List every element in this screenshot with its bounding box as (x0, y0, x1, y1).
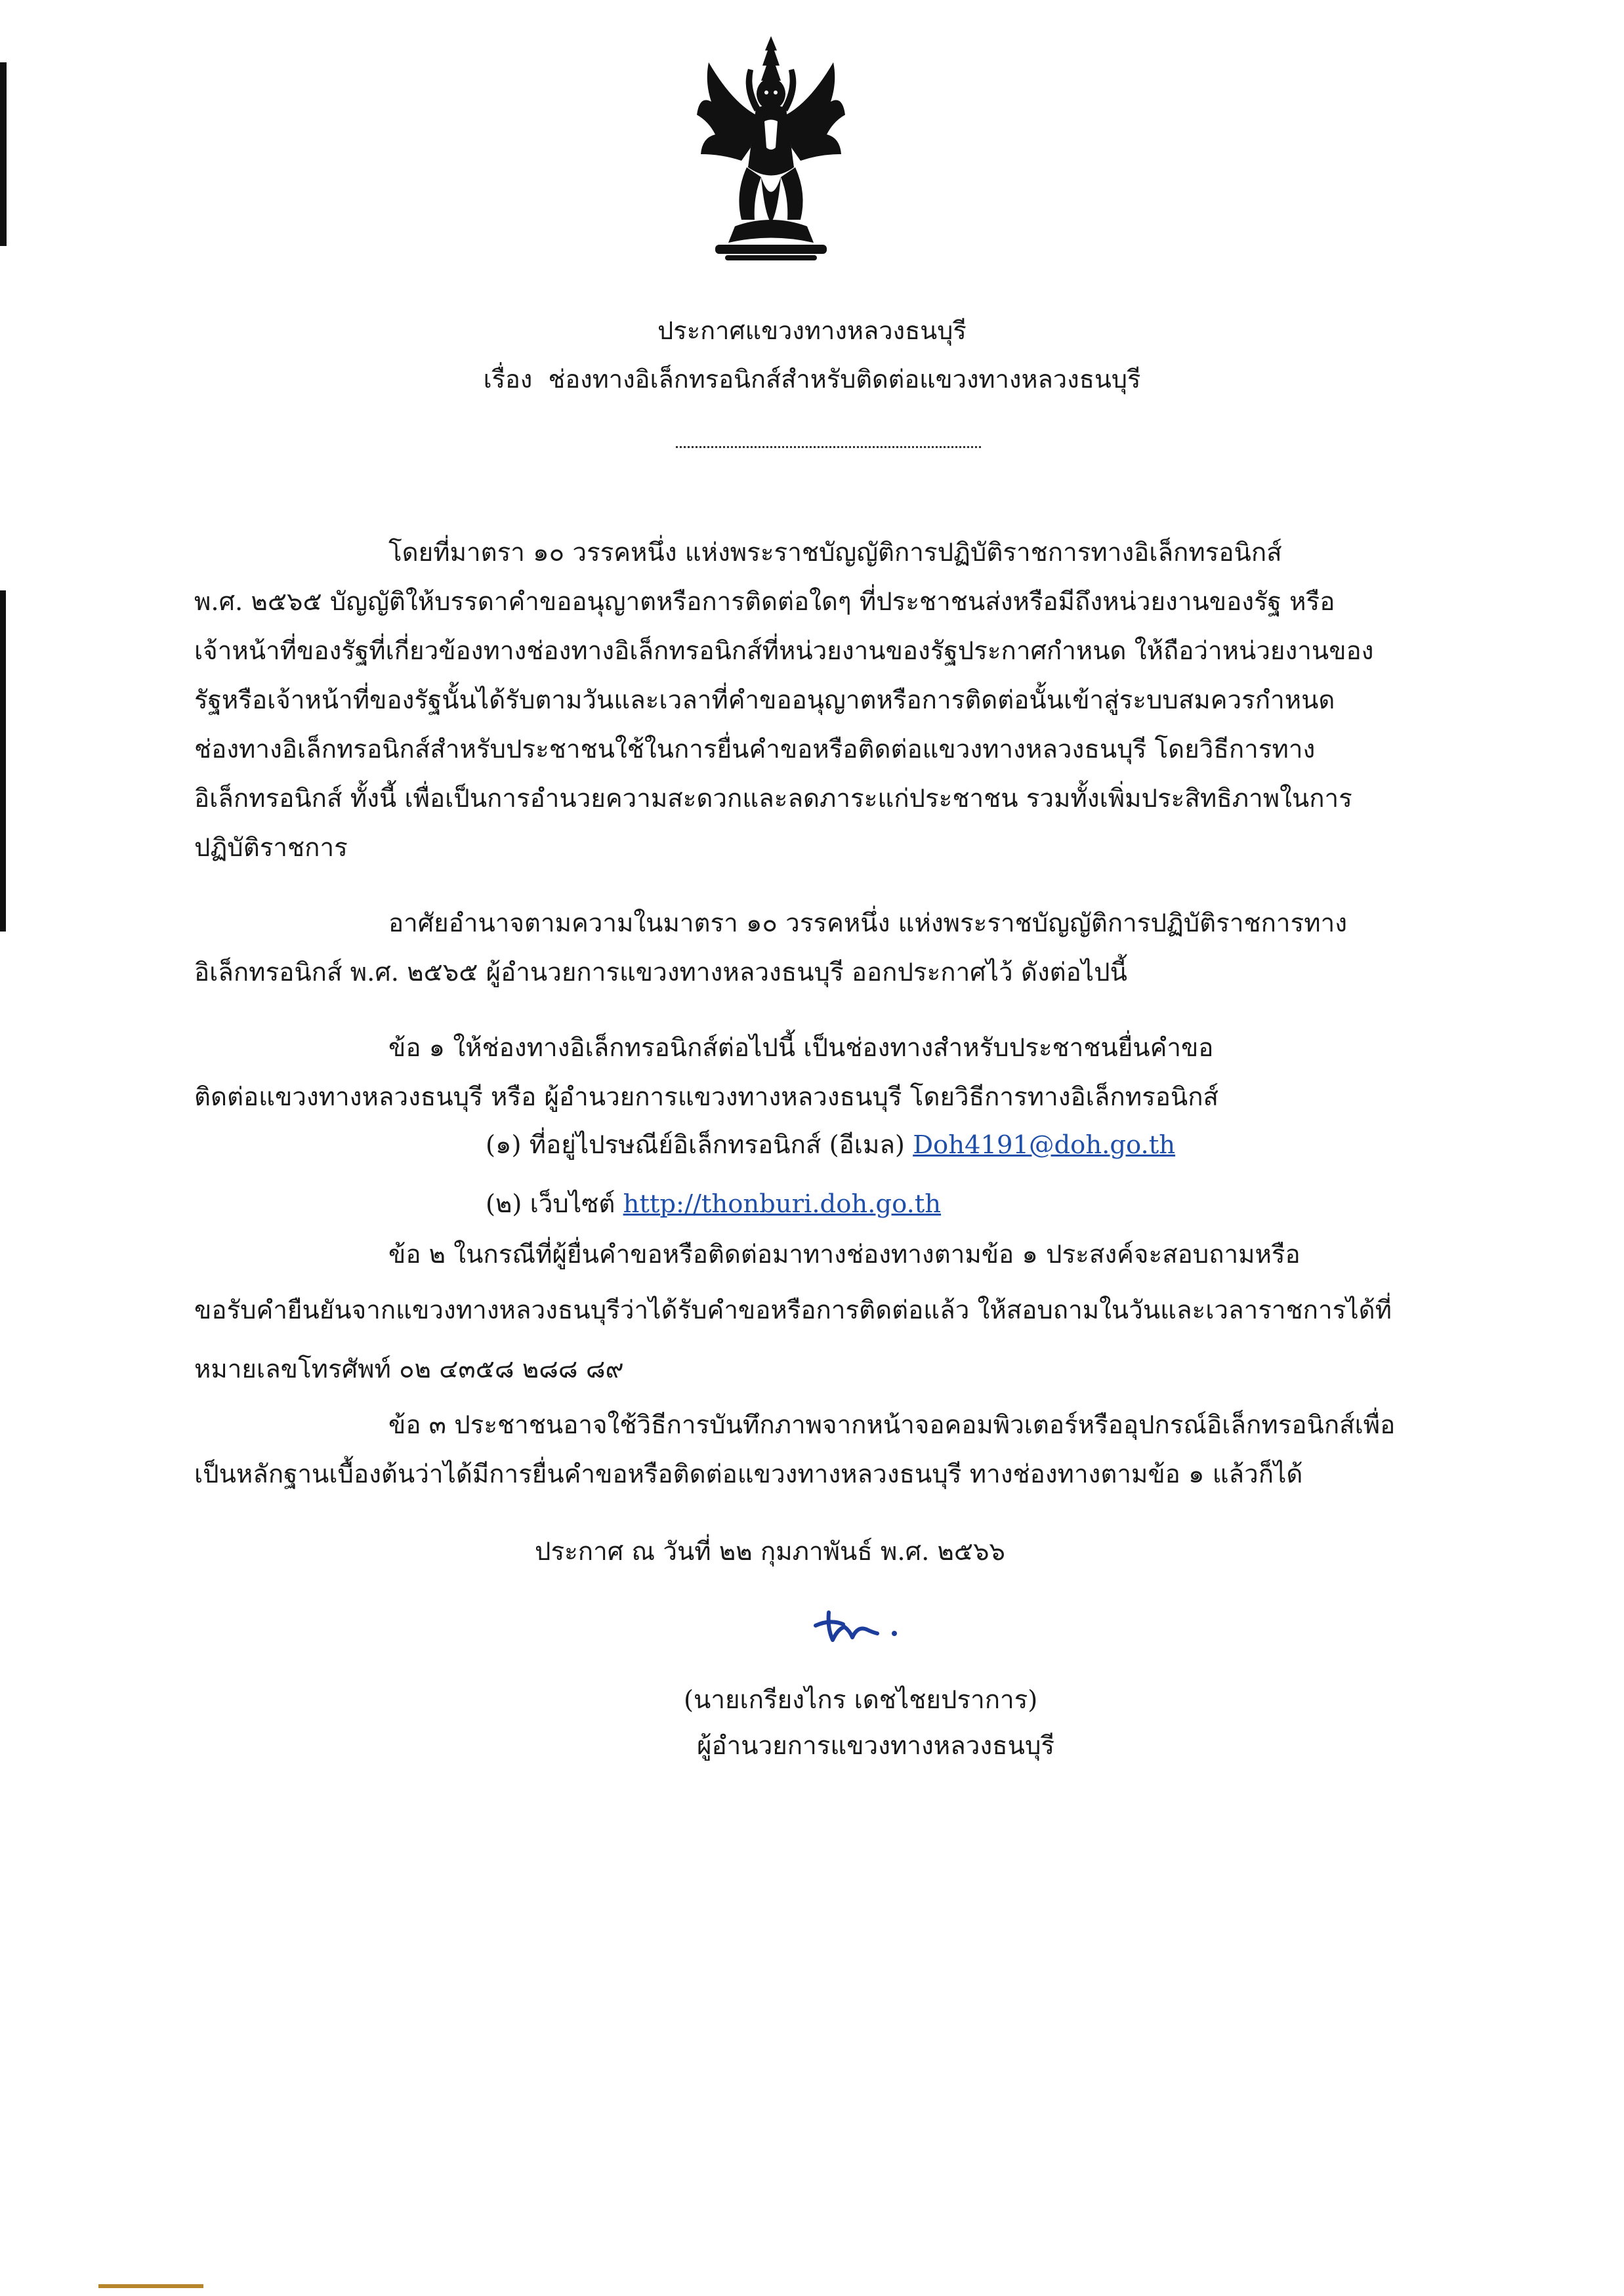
email-link[interactable]: Doh4191@doh.go.th (913, 1130, 1176, 1160)
announce-date: ประกาศ ณ วันที่ ๒๒ กุมภาพันธ์ พ.ศ. ๒๕๖๖ (535, 1537, 1005, 1567)
paragraph-line: รัฐหรือเจ้าหน้าที่ของรัฐนั้นได้รับตามวันและเวลาที่คำขออนุญาตหรือการติดต่อนั้นเข้าสู่ระบบสมควรกำหนด (194, 686, 1335, 715)
garuda-emblem-icon (696, 36, 846, 262)
scan-artifact (98, 2284, 203, 2288)
paragraph-line: ข้อ ๓ ประชาชนอาจใช้วิธีการบันทึกภาพจากหน้าจอคอมพิวเตอร์หรืออุปกรณ์อิเล็กทรอนิกส์เพื่อ (388, 1410, 1396, 1440)
paragraph-line: พ.ศ. ๒๕๖๕ บัญญัติให้บรรดาคำขออนุญาตหรือการติดต่อใดๆ ที่ประชาชนส่งหรือมีถึงหน่วยงานของรัฐ หรือ (194, 587, 1335, 617)
signer-name: (นายเกรียงไกร เดชไชยปราการ) (684, 1685, 1038, 1715)
paragraph-line: อิเล็กทรอนิกส์ พ.ศ. ๒๕๖๕ ผู้อำนวยการแขวงทางหลวงธนบุรี ออกประกาศไว้ ดังต่อไปนี้ (194, 958, 1127, 987)
paragraph-line: ข้อ ๒ ในกรณีที่ผู้ยื่นคำขอหรือติดต่อมาทางช่องทางตามข้อ ๑ ประสงค์จะสอบถามหรือ (388, 1240, 1301, 1269)
paragraph-line: ขอรับคำยืนยันจากแขวงทางหลวงธนบุรีว่าได้รับคำขอหรือการติดต่อแล้ว ให้สอบถามในวันและเวลาราชการได้ที่ (194, 1296, 1392, 1325)
announcement-title: ประกาศแขวงทางหลวงธนบุรี (657, 316, 967, 345)
website-channel (486, 1186, 941, 1223)
scan-artifact (0, 590, 6, 932)
scan-artifact (0, 62, 7, 246)
website-link[interactable]: http://thonburi.doh.go.th (623, 1189, 942, 1219)
subject-label: เรื่อง (483, 365, 533, 394)
paragraph-line: ติดต่อแขวงทางหลวงธนบุรี หรือ ผู้อำนวยการแขวงทางหลวงธนบุรี โดยวิธีการทางอิเล็กทรอนิกส์ (194, 1082, 1219, 1112)
paragraph-line: โดยที่มาตรา ๑๐ วรรคหนึ่ง แห่งพระราชบัญญัติการปฏิบัติราชการทางอิเล็กทรอนิกส์ (388, 538, 1282, 567)
separator-dots (676, 446, 981, 448)
email-channel-label: (๑) ที่อยู่ไปรษณีย์อิเล็กทรอนิกส์ (อีเมล) (486, 1130, 905, 1160)
paragraph-line: ช่องทางอิเล็กทรอนิกส์สำหรับประชาชนใช้ในการยื่นคำขอหรือติดต่อแขวงทางหลวงธนบุรี โดยวิธีการทาง (194, 735, 1316, 764)
announcement-subject (0, 362, 1624, 396)
paragraph-line: อิเล็กทรอนิกส์ ทั้งนี้ เพื่อเป็นการอำนวยความสะดวกและลดภาระแก่ประชาชน รวมทั้งเพิ่มประสิทธิภาพในการ (194, 784, 1352, 813)
paragraph-line: อาศัยอำนาจตามความในมาตรา ๑๐ วรรคหนึ่ง แห่งพระราชบัญญัติการปฏิบัติราชการทาง (388, 909, 1348, 938)
paragraph-line: เป็นหลักฐานเบื้องต้นว่าได้มีการยื่นคำขอหรือติดต่อแขวงทางหลวงธนบุรี ทางช่องทางตามข้อ ๑ แล้วก็ได้ (194, 1460, 1303, 1489)
website-channel-label: (๒) เว็บไซต์ (486, 1189, 615, 1219)
paragraph-line: ข้อ ๑ ให้ช่องทางอิเล็กทรอนิกส์ต่อไปนี้ เป็นช่องทางสำหรับประชาชนยื่นคำขอ (388, 1033, 1214, 1063)
paragraph-line: ปฏิบัติราชการ (194, 833, 348, 863)
signature-image (804, 1599, 935, 1652)
signer-position: ผู้อำนวยการแขวงทางหลวงธนบุรี (697, 1731, 1055, 1761)
paragraph-line: หมายเลขโทรศัพท์ ๐๒ ๔๓๕๘ ๒๘๘ ๘๙ (194, 1355, 624, 1384)
email-channel (486, 1127, 1175, 1164)
subject-text: ช่องทางอิเล็กทรอนิกส์สำหรับติดต่อแขวงทางหลวงธนบุรี (548, 365, 1141, 394)
paragraph-line: เจ้าหน้าที่ของรัฐที่เกี่ยวข้องทางช่องทางอิเล็กทรอนิกส์ที่หน่วยงานของรัฐประกาศกำหนด ให้ถือว่าหน่วยงานของ (194, 636, 1374, 666)
